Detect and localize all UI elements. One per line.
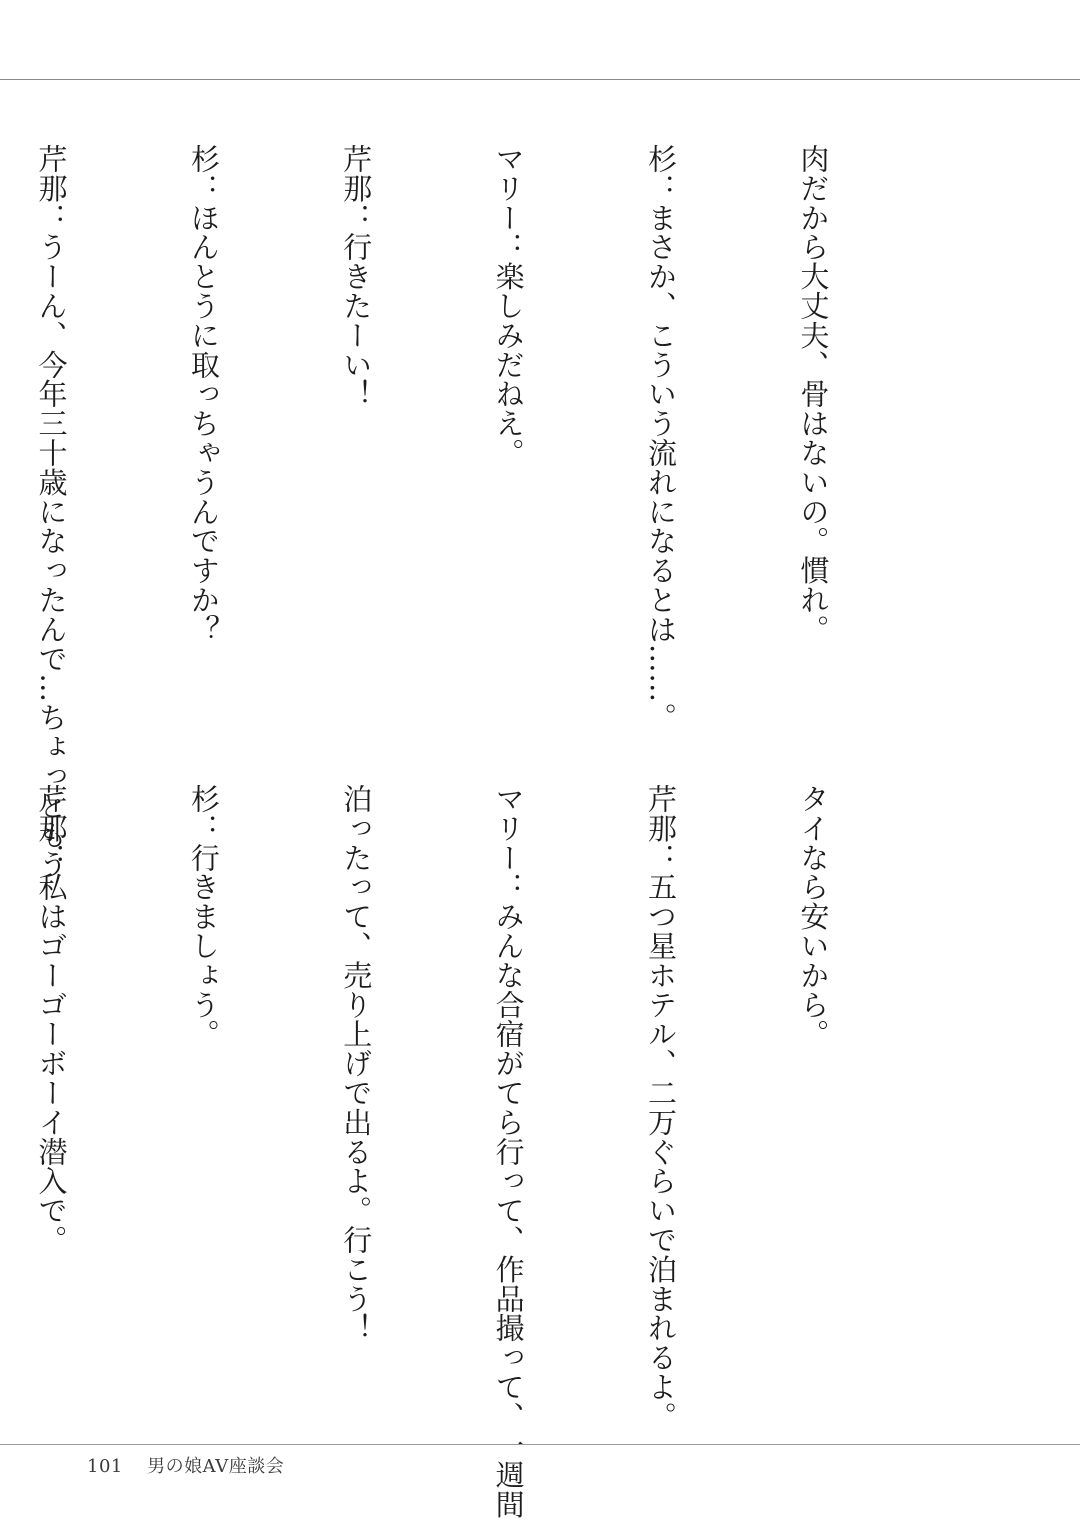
text-line: 杉：行きましょう。 <box>186 784 221 1049</box>
text-line: 泊ったって、売り上げで出るよ。行こう！ <box>339 784 374 1343</box>
text-line: 杉：ほんとうに取っちゃうんですか？ <box>186 144 221 644</box>
text-line: 芹那：五つ星ホテル、二万ぐらいで泊まれるよ。 <box>644 784 679 1431</box>
text-block-upper <box>0 144 940 879</box>
text-line: 肉だから大丈夫、骨はないの。慣れ。 <box>796 144 831 644</box>
text-line: 杉：まさか、こういう流れになるとは……。 <box>644 144 679 732</box>
footer-rule <box>0 1444 1080 1445</box>
header-rule <box>0 79 1080 80</box>
running-title: 男の娘AV座談会 <box>147 1456 285 1477</box>
text-line: 芹那：行きたーい！ <box>339 144 374 409</box>
text-line: マリー：みんな合宿がてら行って、作品撮って、一週間 <box>491 784 526 1519</box>
page-number: 101 <box>87 1456 123 1477</box>
text-line: タイなら安いから。 <box>796 784 831 1049</box>
text-line: 芹那：うーん、今年三十歳になったんで…ちょっともう <box>34 144 69 879</box>
text-line: 芹那：私はゴーゴーボーイ潜入で。 <box>34 784 69 1255</box>
page-footer <box>87 1452 284 1478</box>
text-line: マリー：楽しみだねえ。 <box>491 144 526 468</box>
